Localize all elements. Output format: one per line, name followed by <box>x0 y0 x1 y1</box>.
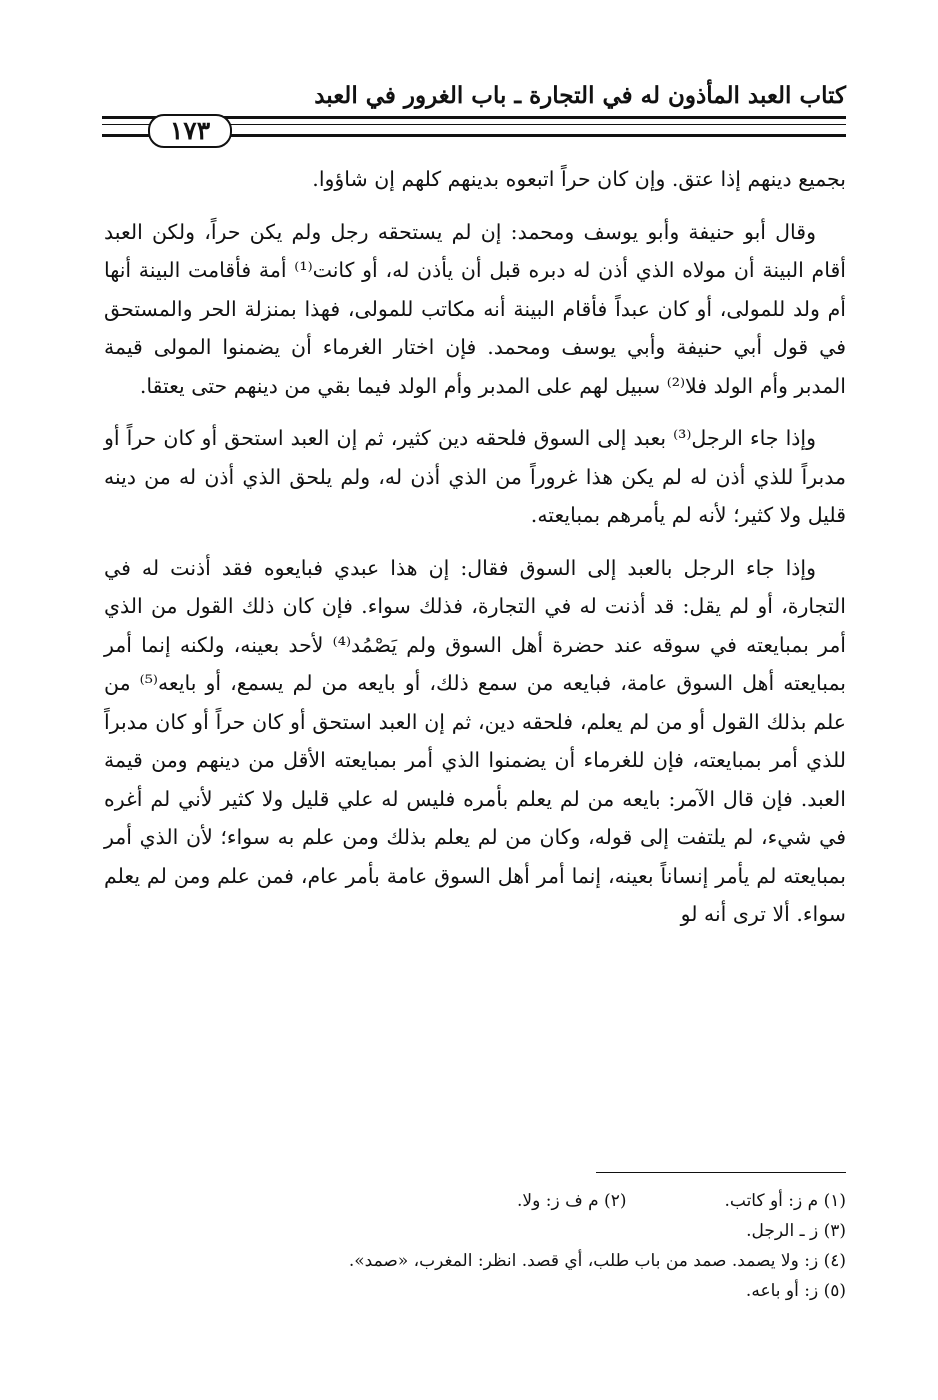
footnote: (٣) ز ـ الرجل. <box>746 1221 846 1241</box>
footnote: (١) م ز: أو كاتب. <box>724 1191 846 1211</box>
footnote: (٤) ز: ولا يصمد. صمد من باب طلب، أي قصد. انظر: المغرب، «صمد». <box>348 1251 846 1271</box>
paragraph: وإذا جاء الرجل⁽³⁾ بعبد إلى السوق فلحقه دين كثير، ثم إن العبد استحق أو كان حراً أو مدبراً للذي أذن له لم يكن هذا غروراً من الذي أذن له، ولم يلحق الذي أذن له من دينه قليل ولا كثير؛ لأنه لم يأمرهم بمبايعته. <box>104 426 846 527</box>
footnote-row <box>100 1246 846 1276</box>
paragraph: بجميع دينهم إذا عتق. وإن كان حراً اتبعوه بدينهم كلهم إن شاؤوا. <box>312 167 846 191</box>
page-number-badge: ١٧٣ <box>148 114 232 148</box>
footnote-row <box>100 1216 846 1246</box>
footnotes <box>100 1186 846 1306</box>
paragraph: وقال أبو حنيفة وأبو يوسف ومحمد: إن لم يستحقه رجل ولم يكن حراً، ولكن العبد أقام البينة أن مولاه الذي أذن له دبره قبل أن يأذن له، أو كانت⁽¹⁾ أمة فأقامت البينة أنها أم ولد للمولى، أو كان عبداً فأقام البينة أنه مكاتب للمولى، فهذا بمنزلة الحر والمستحق في قول أبي حنيفة وأبي يوسف ومحمد. فإن اختار الغرماء أن يضمنوا المولى قيمة المدبر وأم الولد فلا⁽²⁾ سبيل لهم على المدبر وأم الولد فيما بقي من دينهم حتى يعتقا. <box>104 219 846 398</box>
footnote-row <box>100 1186 846 1216</box>
paragraph: وإذا جاء الرجل بالعبد إلى السوق فقال: إن هذا عبدي فبايعوه فقد أذنت له في التجارة، أو لم يقل: قد أذنت له في التجارة، فذلك سواء. فإن كان ذلك القول من الذي أمر بمبايعته في سوقه عند حضرة أهل السوق ولم يَصْمُد⁽⁴⁾ لأحد بعينه، ولكنه إنما أمر بمبايعته أهل السوق عامة، فبايعه من سمع ذلك، أو بايعه من لم يسمع، أو بايعه⁽⁵⁾ من علم بذلك القول أو من لم يعلم، فلحقه دين، ثم إن العبد استحق أو كان حراً أو كان مدبراً للذي أمر بمبايعته، فإن للغرماء أن يضمنوا الذي أمر بمبايعته الأقل من دينهم ومن قيمة العبد. فإن قال الآمر: بايعه من لم يعلم بأمره فليس له علي قليل ولا كثير لأني لم أغره في شيء، لم يلتفت إلى قوله، وكان من لم يعلم بذلك ومن علم به سواء؛ لأن الذي أمر بمبايعته لم يأمر إنساناً بعينه، إنما أمر أهل السوق عامة بأمر عام، فمن علم ومن لم يعلم سواء. ألا ترى أنه لو <box>104 555 847 926</box>
footnote-row <box>100 1276 846 1306</box>
footnote: (٥) ز: أو باعه. <box>745 1281 846 1301</box>
running-header-title: كتاب العبد المأذون له في التجارة ـ باب الغرور في العبد <box>314 82 846 109</box>
main-text <box>104 160 846 948</box>
footnote-separator <box>596 1172 846 1173</box>
footnote: (٢) م ف ز: ولا. <box>517 1191 627 1211</box>
